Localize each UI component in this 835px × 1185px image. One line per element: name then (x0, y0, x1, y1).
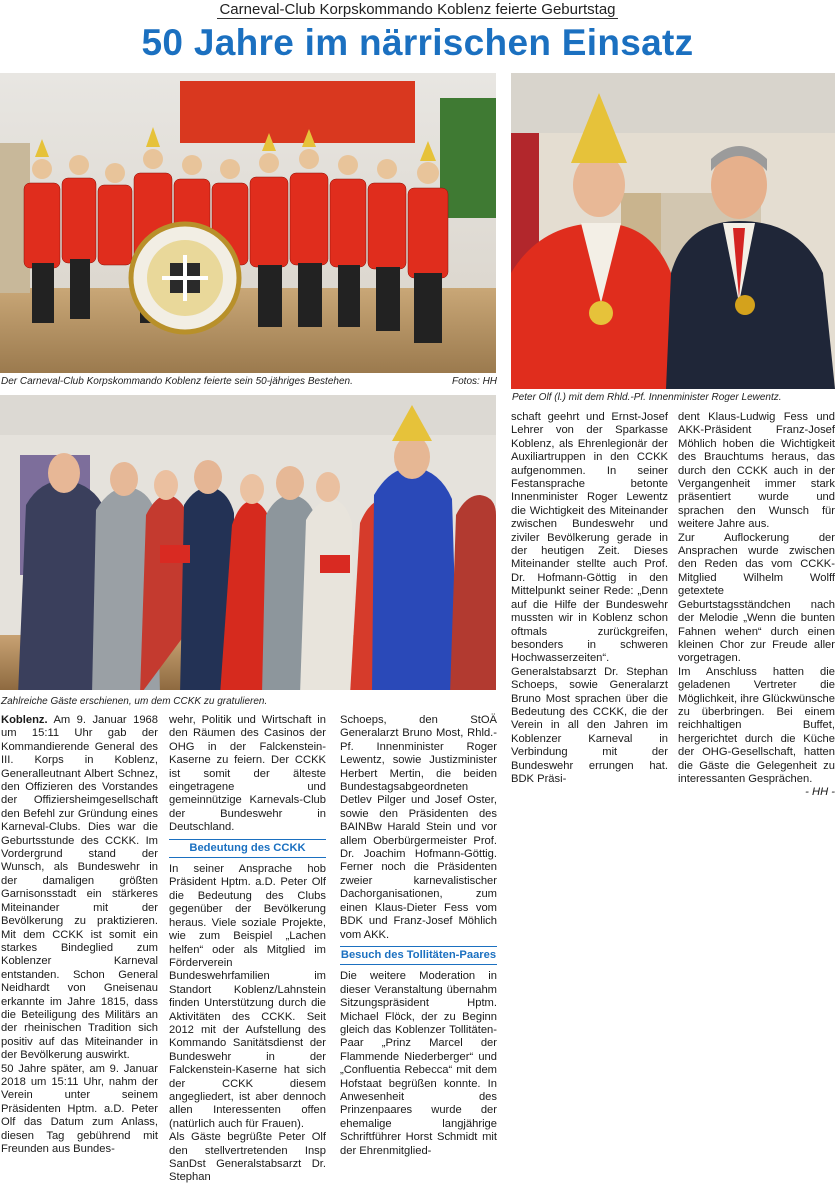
group-photo-caption: Der Carneval-Club Korpskommando Koblenz feierte sein 50-jähriges Bestehen. (1, 376, 353, 387)
kicker (0, 1, 835, 18)
article-paragraph: Zur Auflockerung der Ansprachen wurde zwischen den Reden das vom CCKK-Mitglied Wilhelm Wolff getextete Geburtstagsständchen nach der Melodie „Wenn die bunten Fahnen wehen“ durch einen kleinen Chor zur Freude aller vorgetragen. (678, 531, 835, 665)
group-photo (0, 73, 496, 373)
article-paragraph: 50 Jahre später, am 9. Januar 2018 um 15:11 Uhr, nahm der Verein unter seinem Präsidenten Hptm. a.D. Peter Olf das Datum zum Anlass, diesen Tag gebührend mit Freunden aus Bundes- (1, 1062, 158, 1155)
portrait-photo (511, 73, 835, 389)
article-paragraph: wehr, Politik und Wirtschaft in den Räumen des Casinos der OHG in der Falckenstein-Kaserne zu feiern. Der CCKK ist somit der älteste eingetragene und gemeinnützige Karnevals-Club der Bundeswehr in Deutschland. (169, 714, 326, 834)
article-column-4 (511, 411, 668, 786)
article-paragraph: Die weitere Moderation in dieser Veranstaltung übernahm Sitzungspräsident Hptm. Michael Flöck, der zu Beginn gleich das Koblenzer Tollitäten-Paar „Prinz Marcel der Flammende Niederberger“ und „Confluentia Rebecca“ mit dem Hofstaat begrüßen konnte. In Anwesenheit des Prinzenpaares wurde der ehemalige langjährige Schriftführer Horst Schmidt mit der Ehrenmitglied- (340, 970, 497, 1157)
subheading-bedeutung: Bedeutung des CCKK (169, 839, 326, 858)
article-paragraph: Schoeps, den StOÄ Generalarzt Bruno Most, Rhld.-Pf. Innenminister Roger Lewentz, sowie Justizminister Herbert Mertin, die beiden Bundestagsabgeordneten Detlev Pilger und Josef Oster, sowie den Präsidenten des BAINBw Harald Stein und vor allem Oberbürgermeister Prof. Dr. Joachim Hofmann-Göttig. Ferner noch die Präsidenten zweier karnevalistischer Dachorganisationen, zum einen Klaus-Dieter Fess vom BDK und Franz-Josef Möhlich vom AKK. (340, 714, 497, 941)
guests-photo-caption: Zahlreiche Gäste erschienen, um dem CCKK zu gratulieren. (1, 696, 268, 707)
article-column-1 (1, 714, 158, 1156)
article-paragraph: dent Klaus-Ludwig Fess und AKK-Präsident Franz-Josef Möhlich hoben die Wichtigkeit des Brauchtums heraus, das durch den CCKK auch in der Vergangenheit immer stark präsentiert wurde und sprachen den Wunsch für weitere Jahre aus. (678, 411, 835, 531)
photo-credit: Fotos: HH (452, 376, 498, 387)
article-column-5 (678, 411, 835, 800)
dateline: Koblenz. (1, 714, 48, 726)
article-paragraph: Am 9. Januar 1968 um 15:11 Uhr gab der Kommandierende General des III. Korps in Koblenz, Generalleutnant Albert Schnez, den Offizieren des Vorstandes der Offiziersheimgesellschaft den Befehl zur Gründung eines Karneval-Clubs. Dies war die Geburtsstunde des CCKK. Im Vordergrund stand der Wunsch, als Bundeswehr in der damaligen größten Garnisonsstadt ein stärkeres Miteinander mit der Bevölkerung zu praktizieren. Mit dem CCKK ist somit ein starkes Bindeglied zum Koblenzer Karneval entstanden. Schon General Neidhardt von Gneisenau erkannte im Jahre 1815, dass die Beteiligung des Militärs an der rheinischen Tradition sich positiv auf das Miteinander in der Bevölkerung auswirkt. (1, 714, 158, 1062)
article-paragraph: In seiner Ansprache hob Präsident Hptm. a.D. Peter Olf die Bedeutung des Clubs gegenüber der Bevölkerung heraus. Viele soziale Projekte, wie zum Beispiel „Lachen helfen“ oder als Mitglied im Förderverein Bundeswehrfamilien im Standort Koblenz/Lahnstein finden Unterstützung durch die Aktivitäten des CCKK. Seit 2012 mit der Aufstellung des Kommando Sanitätsdienst der Bundeswehr in der Falckenstein-Kaserne hat sich der CCKK diesem angegliedert, ist aber dennoch allen Interessenten offen (natürlich auch für Frauen). (169, 863, 326, 1130)
kicker-text: Carneval-Club Korpskommando Koblenz feierte Geburtstag (219, 1, 616, 18)
author-signature: - HH - (805, 786, 835, 799)
guests-photo (0, 395, 496, 690)
subheading-besuch: Besuch des Tollitäten-Paares (340, 946, 497, 965)
article-paragraph: Im Anschluss hatten die geladenen Vertreter die Möglichkeit, ihre Glückwünsche zu überbringen. Bei einem reichhaltigen Buffet, hergerichtet durch die Küche der OHG-Gesellschaft, hatten die Gäste die Gelegenheit zu interessanten Gesprächen. (678, 665, 835, 785)
article-paragraph: Als Gäste begrüßte Peter Olf den stellvertretenden Insp SanDst Generalstabsarzt Dr. Stephan (169, 1131, 326, 1184)
article-column-2 (169, 714, 326, 1185)
headline: 50 Jahre im närrischen Einsatz (141, 22, 694, 63)
article-column-3 (340, 714, 497, 1158)
article-paragraph: schaft geehrt und Ernst-Josef Lehrer von der Sparkasse Koblenz, als Ehrenlegionär der Auxiliartruppen in den CCKK aufgenommen. In seiner Festansprache betonte Innenminister Roger Lewentz die Wichtigkeit des Miteinander zwischen Bundeswehr und ziviler Bevölkerung gerade in der heutigen Zeit. Dieses Miteinander stellte auch Prof. Dr. Hofmann-Göttig in den Mittelpunkt seiner Rede: „Denn auf die Hilfe der Bundeswehr mussten wir in Koblenz schon oftmals zurückgreifen, besonders in schweren Hochwasserzeiten“. Generalstabsarzt Dr. Stephan Schoeps, sowie Generalarzt Bruno Most sprachen über die Bedeutung des CCKK, die der Verein in all den Jahren im Koblenzer Karneval in Verbindung mit der Bundeswehr errungen hat. BDK Präsi- (511, 411, 668, 785)
portrait-photo-caption: Peter Olf (l.) mit dem Rhld.-Pf. Innenminister Roger Lewentz. (512, 392, 782, 403)
